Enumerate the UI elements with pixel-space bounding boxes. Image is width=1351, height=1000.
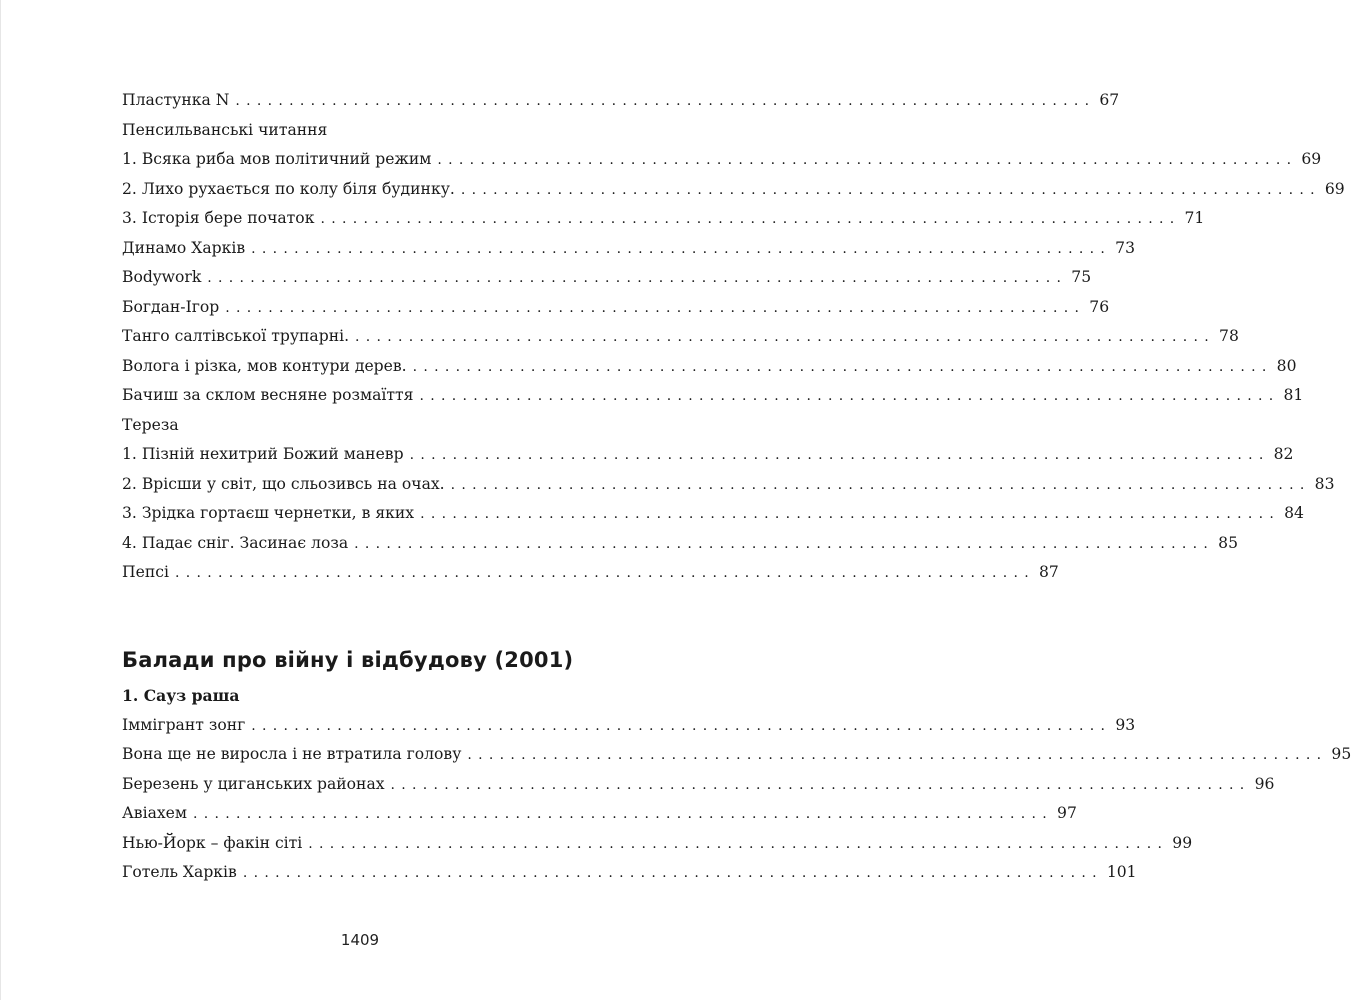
toc-entry-page: 93	[1115, 715, 1136, 734]
toc-entry	[122, 234, 1135, 264]
toc-entry	[122, 470, 1335, 500]
toc-entry-title: Волога і різка, мов контури дерев.	[122, 356, 407, 375]
toc-entry	[122, 770, 1275, 800]
subsection-title: 1. Сауз раша	[122, 686, 240, 705]
toc-entry-title: 2. Лихо рухається по колу біля будинку.	[122, 179, 455, 198]
toc-entry-title: Вона ще не виросла і не втратила голову	[122, 745, 462, 763]
dot-leader: ................................................................................	[450, 476, 1311, 493]
dot-leader: ................................................................................	[308, 835, 1169, 852]
toc-entry	[122, 352, 1297, 382]
toc-entry-title: Динамо Харків	[122, 238, 246, 257]
dot-leader: ................................................................................	[174, 565, 1035, 581]
dot-leader: ................................................................................	[420, 506, 1281, 522]
toc-entry	[122, 529, 1238, 559]
toc-entry-title: Готель Харків	[122, 863, 237, 881]
dot-leader: ................................................................................	[193, 806, 1054, 822]
toc-entry-title: Березень у циганських районах	[122, 774, 385, 793]
toc-entry	[122, 711, 1136, 741]
toc-entry-title: Пепсі	[122, 563, 169, 581]
dot-leader: ................................................................................	[242, 865, 1103, 881]
toc-entry	[122, 558, 1059, 588]
toc-entry	[122, 175, 1345, 205]
toc-entry	[122, 86, 1120, 116]
toc-entry	[122, 411, 592, 441]
dot-leader: ................................................................................	[390, 776, 1251, 793]
toc-entry	[122, 145, 1322, 175]
toc-entry-page: 78	[1219, 327, 1239, 345]
toc-entry	[122, 263, 1092, 293]
toc-entry-page: 83	[1314, 474, 1335, 493]
toc-entry-title: Нью-Йорк – факін сіті	[122, 833, 303, 852]
toc-entry-page: 84	[1284, 504, 1304, 522]
toc-entry-page: 95	[1331, 745, 1351, 763]
dot-leader: ................................................................................	[355, 329, 1216, 345]
toc-entry	[122, 293, 1110, 323]
toc-entry-title: Bodywork	[122, 268, 202, 286]
toc-entry-title: Авіахем	[122, 804, 188, 822]
toc-entry-title: Бачиш за склом весняне розмаїття	[122, 386, 414, 404]
page-number: 1409	[340, 931, 380, 949]
dot-leader: ................................................................................	[225, 299, 1086, 316]
toc-entry-page: 82	[1273, 445, 1294, 463]
dot-leader: ................................................................................	[251, 717, 1112, 734]
dot-leader: ................................................................................	[419, 388, 1280, 404]
subsection-heading	[122, 681, 592, 711]
toc-entry	[122, 858, 1137, 888]
toc-entry-page: 69	[1324, 179, 1345, 198]
toc-entry-page: 80	[1276, 356, 1297, 375]
toc-entry	[122, 440, 1294, 470]
toc-entry-title: Пенсильванські читання	[122, 120, 328, 139]
toc-entry-page: 76	[1089, 297, 1110, 316]
dot-leader: ................................................................................	[409, 447, 1270, 463]
toc-entry-page: 67	[1099, 91, 1120, 109]
toc-entry-title: Пластунка N	[122, 91, 230, 109]
table-of-contents-part-2	[122, 681, 1351, 888]
toc-entry-page: 99	[1172, 833, 1193, 852]
dot-leader: ................................................................................	[251, 240, 1112, 257]
toc-entry	[122, 116, 592, 146]
toc-entry-page: 96	[1254, 774, 1275, 793]
toc-entry-page: 81	[1283, 386, 1304, 404]
toc-entry-title: Тереза	[122, 415, 179, 434]
toc-entry	[122, 740, 1351, 770]
toc-entry-title: 2. Врісши у світ, що сльозивсь на очах.	[122, 474, 445, 493]
toc-entry-title: Танго салтівської трупарні.	[122, 327, 350, 345]
toc-entry	[122, 381, 1304, 411]
table-of-contents-part-1	[122, 86, 1345, 588]
dot-leader: ................................................................................	[460, 181, 1321, 198]
dot-leader: ................................................................................	[467, 747, 1328, 763]
toc-entry-page: 85	[1218, 533, 1238, 552]
toc-entry-page: 69	[1301, 150, 1322, 168]
dot-leader: ................................................................................	[207, 270, 1068, 286]
toc-entry-title: 1. Пізній нехитрий Божий маневр	[122, 445, 404, 463]
toc-entry-page: 101	[1106, 863, 1137, 881]
toc-entry-title: 3. Зрідка гортаєш чернетки, в яких	[122, 504, 415, 522]
toc-entry-page: 97	[1057, 804, 1077, 822]
dot-leader: ................................................................................	[412, 358, 1273, 375]
toc-entry	[122, 799, 1077, 829]
toc-entry-page: 73	[1115, 238, 1135, 257]
toc-entry-title: 3. Історія бере початок	[122, 209, 315, 227]
section-heading: Балади про війну і відбудову (2001)	[122, 648, 574, 672]
toc-entry-page: 71	[1184, 209, 1205, 227]
toc-entry-title: 1. Всяка риба мов політичний режим	[122, 150, 432, 168]
dot-leader: ................................................................................	[235, 93, 1096, 109]
toc-entry	[122, 322, 1239, 352]
toc-entry-title: Іммігрант зонг	[122, 715, 246, 734]
toc-entry-page: 75	[1071, 268, 1092, 286]
dot-leader: ................................................................................	[437, 152, 1298, 168]
toc-entry-page: 87	[1038, 563, 1059, 581]
toc-entry-title: 4. Падає сніг. Засинає лоза	[122, 533, 349, 552]
toc-entry	[122, 499, 1304, 529]
dot-leader: ................................................................................	[320, 211, 1181, 227]
toc-entry	[122, 204, 1205, 234]
toc-entry-title: Богдан-Ігор	[122, 297, 220, 316]
toc-entry	[122, 829, 1193, 859]
dot-leader: ................................................................................	[354, 535, 1215, 552]
